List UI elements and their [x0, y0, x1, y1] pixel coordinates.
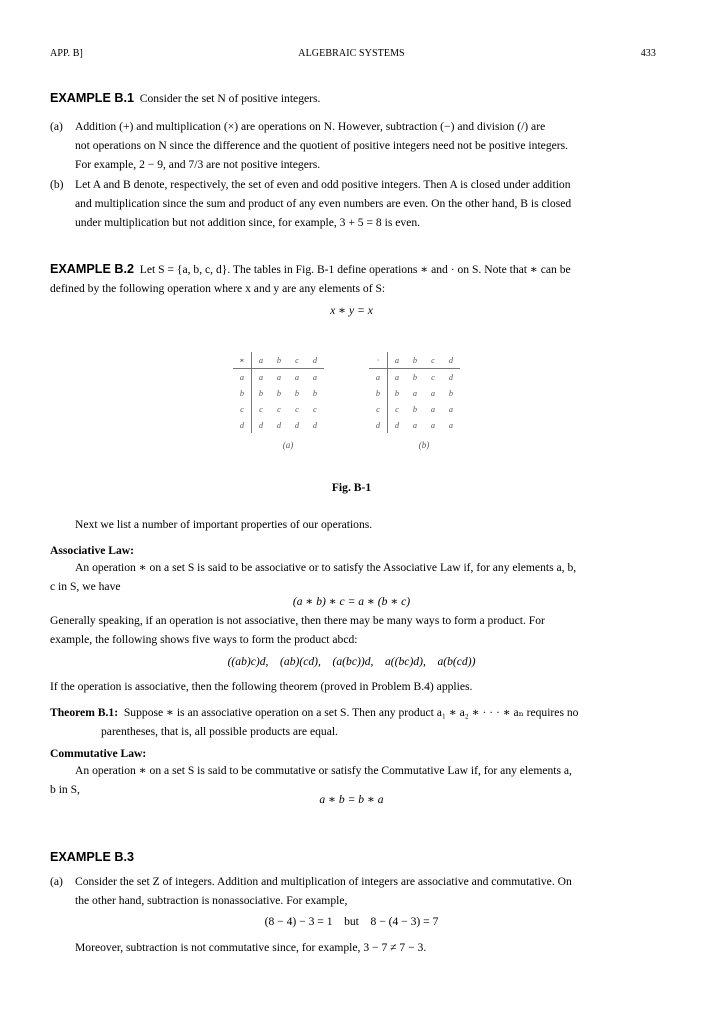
- text-line: Generally speaking, if an operation is not associative, then there may be many ways to form a product. For: [50, 614, 545, 627]
- table-row: [369, 401, 460, 417]
- associative-general: [50, 611, 656, 649]
- properties-intro: Next we list a number of important properties of our operations.: [75, 518, 373, 531]
- text-line: parentheses, that is, all possible products are equal.: [101, 725, 338, 738]
- item-label: (a): [50, 875, 63, 888]
- header-left: APP. B]: [50, 48, 83, 59]
- table-col-header: b: [406, 352, 424, 369]
- table-cell: a: [448, 404, 454, 414]
- table-header-row: [233, 352, 324, 369]
- product-forms: ((ab)c)d, (ab)(cd), (a(bc))d, a((bc)d), a(b(cd)): [227, 655, 476, 668]
- associative-law-heading: Associative Law:: [50, 544, 135, 557]
- table-col-header: b: [270, 352, 288, 369]
- table-cell: c: [431, 372, 435, 382]
- table-row-header: b: [233, 385, 252, 401]
- table-cell: c: [313, 404, 317, 414]
- text-line: An operation ∗ on a set S is said to be associative or to satisfy the Associative Law if, for any elements a, b,: [75, 561, 577, 574]
- table-cell: a: [430, 388, 436, 398]
- table-row: [233, 401, 324, 417]
- table-cell: c: [395, 404, 399, 414]
- table-col-header: c: [288, 352, 306, 369]
- table-row-header: d: [369, 417, 388, 433]
- example-b1-intro: [50, 89, 656, 108]
- commutative-law-heading: Commutative Law:: [50, 747, 147, 760]
- example-b2-title: EXAMPLE B.2: [50, 262, 134, 276]
- table-cell: b: [412, 404, 418, 414]
- item-label: (a): [50, 120, 63, 133]
- table-row: [369, 417, 460, 433]
- table-row: [233, 385, 324, 401]
- table-cell: a: [294, 372, 300, 382]
- example-b1-title: EXAMPLE B.1: [50, 91, 134, 105]
- table-cell: b: [412, 372, 418, 382]
- table-operator-symbol: ·: [369, 352, 388, 369]
- text-line: Consider the set Z of integers. Addition and multiplication of integers are associative and commutative. On: [75, 875, 572, 888]
- table-cell: b: [258, 388, 264, 398]
- table-cell: c: [295, 404, 299, 414]
- table-cell: a: [430, 404, 436, 414]
- theorem-b1: [50, 703, 656, 741]
- table-row-header: c: [233, 401, 252, 417]
- text-line: Addition (+) and multiplication (×) are operations on N. However, subtraction (−) and division (/) are: [75, 120, 546, 133]
- table-cell: b: [294, 388, 300, 398]
- example-b2: [50, 260, 656, 298]
- operation-table-star: [233, 352, 324, 433]
- text-line: Suppose ∗ is an associative operation on a set S. Then any product a₁ ∗ a₂ ∗ · · · ∗ aₙ requires no: [123, 706, 579, 719]
- table-row-header: d: [233, 417, 252, 433]
- table-row-header: a: [233, 369, 252, 386]
- table-cell: a: [448, 420, 454, 430]
- commutative-formula: a ∗ b = b ∗ a: [319, 793, 384, 806]
- table-row-header: b: [369, 385, 388, 401]
- table-a-caption: (a): [282, 440, 294, 450]
- example-b3-title: EXAMPLE B.3: [50, 850, 134, 864]
- header-center: ALGEBRAIC SYSTEMS: [298, 48, 405, 59]
- page-number: 433: [640, 48, 656, 59]
- example-b1-item-a: [50, 117, 656, 174]
- subtraction-commutative-note: Moreover, subtraction is not commutative since, for example, 3 − 7 ≠ 7 − 3.: [75, 941, 427, 954]
- table-cell: a: [412, 420, 418, 430]
- table-cell: d: [448, 372, 454, 382]
- table-cell: d: [258, 420, 264, 430]
- table-col-header: c: [424, 352, 442, 369]
- item-label: (b): [50, 178, 64, 191]
- table-cell: a: [394, 372, 400, 382]
- text-line: b in S,: [50, 783, 80, 796]
- table-cell: b: [448, 388, 454, 398]
- text-line: For example, 2 − 9, and 7/3 are not positive integers.: [75, 158, 321, 171]
- table-col-header: a: [388, 352, 407, 369]
- table-cell: b: [276, 388, 282, 398]
- table-row: [233, 417, 324, 433]
- text-line: the other hand, subtraction is nonassociative. For example,: [75, 894, 348, 907]
- table-cell: a: [430, 420, 436, 430]
- table-cell: d: [312, 420, 318, 430]
- operation-table-dot: [369, 352, 460, 433]
- table-row: [369, 385, 460, 401]
- table-cell: a: [312, 372, 318, 382]
- table-cell: d: [394, 420, 400, 430]
- theorem-label: Theorem B.1:: [50, 706, 119, 719]
- table-cell: d: [276, 420, 282, 430]
- text-line: example, the following shows five ways to form the product abcd:: [50, 633, 358, 646]
- table-header-row: [369, 352, 460, 369]
- text-line: Let A and B denote, respectively, the set of even and odd positive integers. Then A is closed under addition: [75, 178, 571, 191]
- example-b1-intro-text: Consider the set N of positive integers.: [139, 92, 321, 105]
- table-cell: a: [276, 372, 282, 382]
- example-b3-item-a: [50, 872, 656, 910]
- table-row-header: a: [369, 369, 388, 386]
- table-cell: c: [259, 404, 263, 414]
- table-cell: d: [294, 420, 300, 430]
- text-line: c in S, we have: [50, 580, 121, 593]
- figure-caption: Fig. B-1: [331, 481, 372, 494]
- text-line: An operation ∗ on a set S is said to be commutative or satisfy the Commutative Law if, for any elements a,: [75, 764, 572, 777]
- table-row: [369, 369, 460, 386]
- table-col-header: d: [442, 352, 460, 369]
- table-row: [233, 369, 324, 386]
- table-col-header: d: [306, 352, 324, 369]
- formula-x-star-y: x ∗ y = x: [330, 304, 373, 317]
- table-operator-symbol: ∗: [233, 352, 252, 369]
- text-line: Let S = {a, b, c, d}. The tables in Fig. B-1 define operations ∗ and · on S. Note that ∗ can be: [139, 263, 571, 276]
- associative-theorem-intro: If the operation is associative, then the following theorem (proved in Problem B.4) applies.: [50, 680, 473, 693]
- table-cell: a: [412, 388, 418, 398]
- associative-formula: (a ∗ b) ∗ c = a ∗ (b ∗ c): [292, 595, 411, 608]
- table-row-header: c: [369, 401, 388, 417]
- text-line: not operations on N since the difference and the quotient of positive integers need not be positive integers.: [75, 139, 569, 152]
- text-line: under multiplication but not addition since, for example, 3 + 5 = 8 is even.: [75, 216, 421, 229]
- example-b1-item-b: [50, 175, 656, 232]
- table-b-caption: (b): [418, 440, 430, 450]
- subtraction-formula: (8 − 4) − 3 = 1 but 8 − (4 − 3) = 7: [264, 915, 439, 928]
- text-line: and multiplication since the sum and product of any even numbers are even. On the other hand, B is closed: [75, 197, 572, 210]
- table-col-header: a: [252, 352, 271, 369]
- text-line: defined by the following operation where x and y are any elements of S:: [50, 282, 386, 295]
- table-cell: b: [312, 388, 318, 398]
- table-cell: b: [394, 388, 400, 398]
- table-cell: c: [277, 404, 281, 414]
- associative-law-definition: [50, 558, 656, 596]
- table-cell: a: [258, 372, 264, 382]
